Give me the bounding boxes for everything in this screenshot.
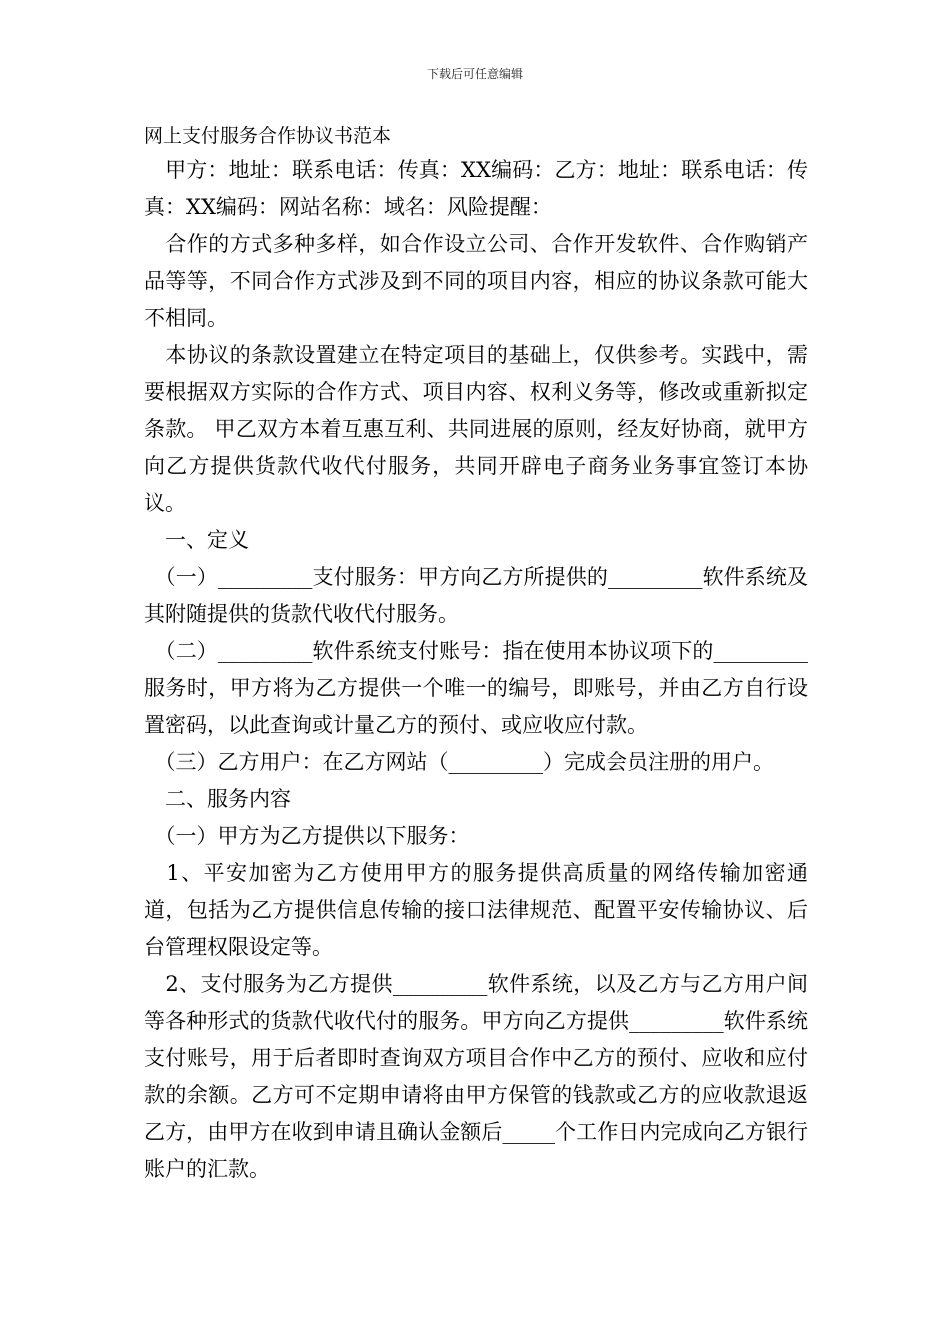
section-heading-definitions: 一、定义 — [144, 528, 249, 552]
service-item-2: 2、支付服务为乙方提供_________软件系统，以及乙方与乙方用户间等各种形式的货款代收代付的服务。甲方向乙方提供_________软件系统支付账号，用于后者即时查询双方项目合作中乙方的预付、应收和应付款的余额。乙方可不定期申请将由甲方保管的钱款或乙方的应收款退返乙方，由甲方在收到申请且确认金额后_____个工作日内完成向乙方银行账户的汇款。 — [144, 972, 808, 1181]
paragraph-parties: 甲方：地址：联系电话：传真：XX编码：乙方：地址：联系电话：传真：XX编码：网站名称：域名：风险提醒： — [144, 158, 808, 219]
service-subheading-1: （一）甲方为乙方提供以下服务： — [144, 824, 470, 848]
definition-item-2: （二）_________软件系统支付账号：指在使用本协议项下的_________服务时，甲方将为乙方提供一个唯一的编号，即账号，并由乙方自行设置密码，以此查询或计量乙方的预付、或应收应付款。 — [144, 639, 808, 737]
document-body — [144, 122, 808, 1188]
document-title: 网上支付服务合作协议书范本 — [144, 125, 392, 147]
paragraph-cooperation-methods: 合作的方式多种多样，如合作设立公司、合作开发软件、合作购销产品等等，不同合作方式涉及到不同的项目内容，相应的协议条款可能大不相同。 — [144, 232, 808, 330]
definition-item-3: （三）乙方用户：在乙方网站（_________）完成会员注册的用户。 — [144, 750, 774, 774]
page-header-note: 下载后可任意编辑 — [426, 67, 523, 81]
paragraph-agreement-basis: 本协议的条款设置建立在特定项目的基础上，仅供参考。实践中，需要根据双方实际的合作方式、项目内容、权利义务等，修改或重新拟定条款。 甲乙双方本着互惠互利、共同进展的原则，经友好协商，就甲方向乙方提供货款代收代付服务，共同开辟电子商务业务事宜签订本协议。 — [144, 343, 808, 515]
definition-item-1: （一）_________支付服务：甲方向乙方所提供的_________软件系统及其附随提供的货款代收代付服务。 — [144, 565, 808, 626]
service-item-1: 1、平安加密为乙方使用甲方的服务提供高质量的网络传输加密通道，包括为乙方提供信息传输的接口法律规范、配置平安传输协议、后台管理权限设定等。 — [144, 861, 808, 959]
section-heading-service-content: 二、服务内容 — [144, 787, 291, 811]
